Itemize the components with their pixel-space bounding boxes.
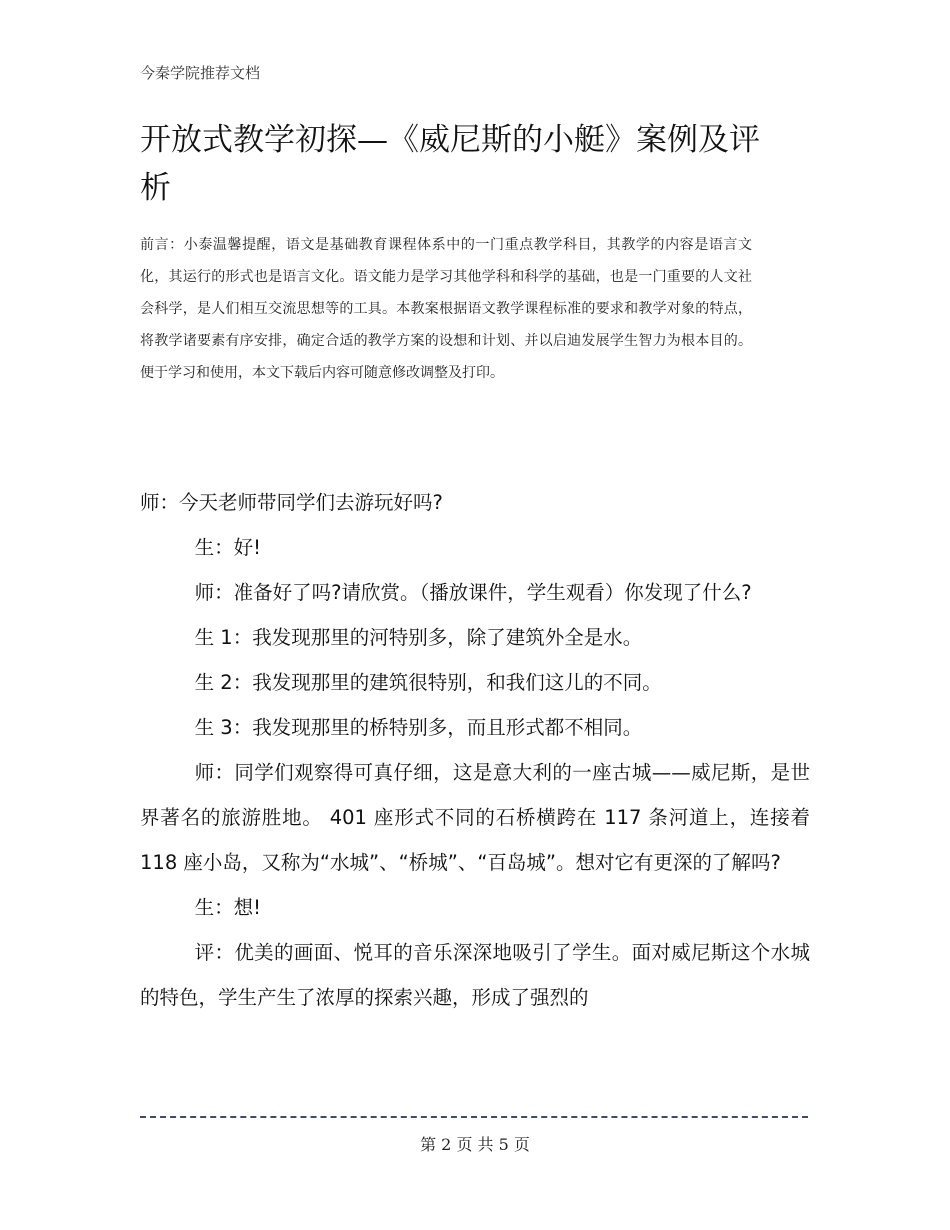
document-header: 今秦学院推荐文档 xyxy=(140,64,261,82)
page-number: 第 2 页 共 5 页 xyxy=(420,1135,530,1154)
footer-divider xyxy=(140,1116,808,1118)
dialogue-paragraph: 生 3：我发现那里的桥特别多，而且形式都不相同。 xyxy=(194,716,643,739)
dialogue-paragraph: 生 2：我发现那里的建筑很特别，和我们这儿的不同。 xyxy=(194,671,662,694)
dialogue-paragraph: 师：准备好了吗?请欣赏。（播放课件，学生观看）你发现了什么? xyxy=(194,581,752,604)
dialogue-paragraph: 师：今天老师带同学们去游玩好吗? xyxy=(140,491,443,514)
dialogue-paragraph: 生：想! xyxy=(194,896,261,919)
commentary-paragraph: 评：优美的画面、悦耳的音乐深深地吸引了学生。面对威尼斯这个水城的特色，学生产生了浓厚的探索兴趣，形成了强烈的 xyxy=(140,941,810,1009)
document-body xyxy=(140,480,810,1020)
dialogue-paragraph: 师：同学们观察得可真仔细，这是意大利的一座古城——威尼斯，是世界著名的旅游胜地。 401 座形式不同的石桥横跨在 117 条河道上，连接着 118 座小岛，又称为“水城”、“桥城”、“百岛城”。想对它有更深的了解吗? xyxy=(140,761,810,874)
dialogue-paragraph: 生：好! xyxy=(194,536,261,559)
dialogue-paragraph: 生 1：我发现那里的河特别多，除了建筑外全是水。 xyxy=(194,626,643,649)
preface-paragraph: 前言：小泰温馨提醒，语文是基础教育课程体系中的一门重点教学科目，其教学的内容是语言文化，其运行的形式也是语言文化。语文能力是学习其他学科和科学的基础，也是一门重要的人文社会科学，是人们相互交流思想等的工具。本教案根据语文教学课程标准的要求和教学对象的特点，将教学诸要素有序安排，确定合适的教学方案的设想和计划、并以启迪发展学生智力为根本目的。便于学习和使用，本文下载后内容可随意修改调整及打印。 xyxy=(140,237,752,381)
document-title: 开放式教学初探—《威尼斯的小艇》案例及评析 xyxy=(140,122,760,206)
